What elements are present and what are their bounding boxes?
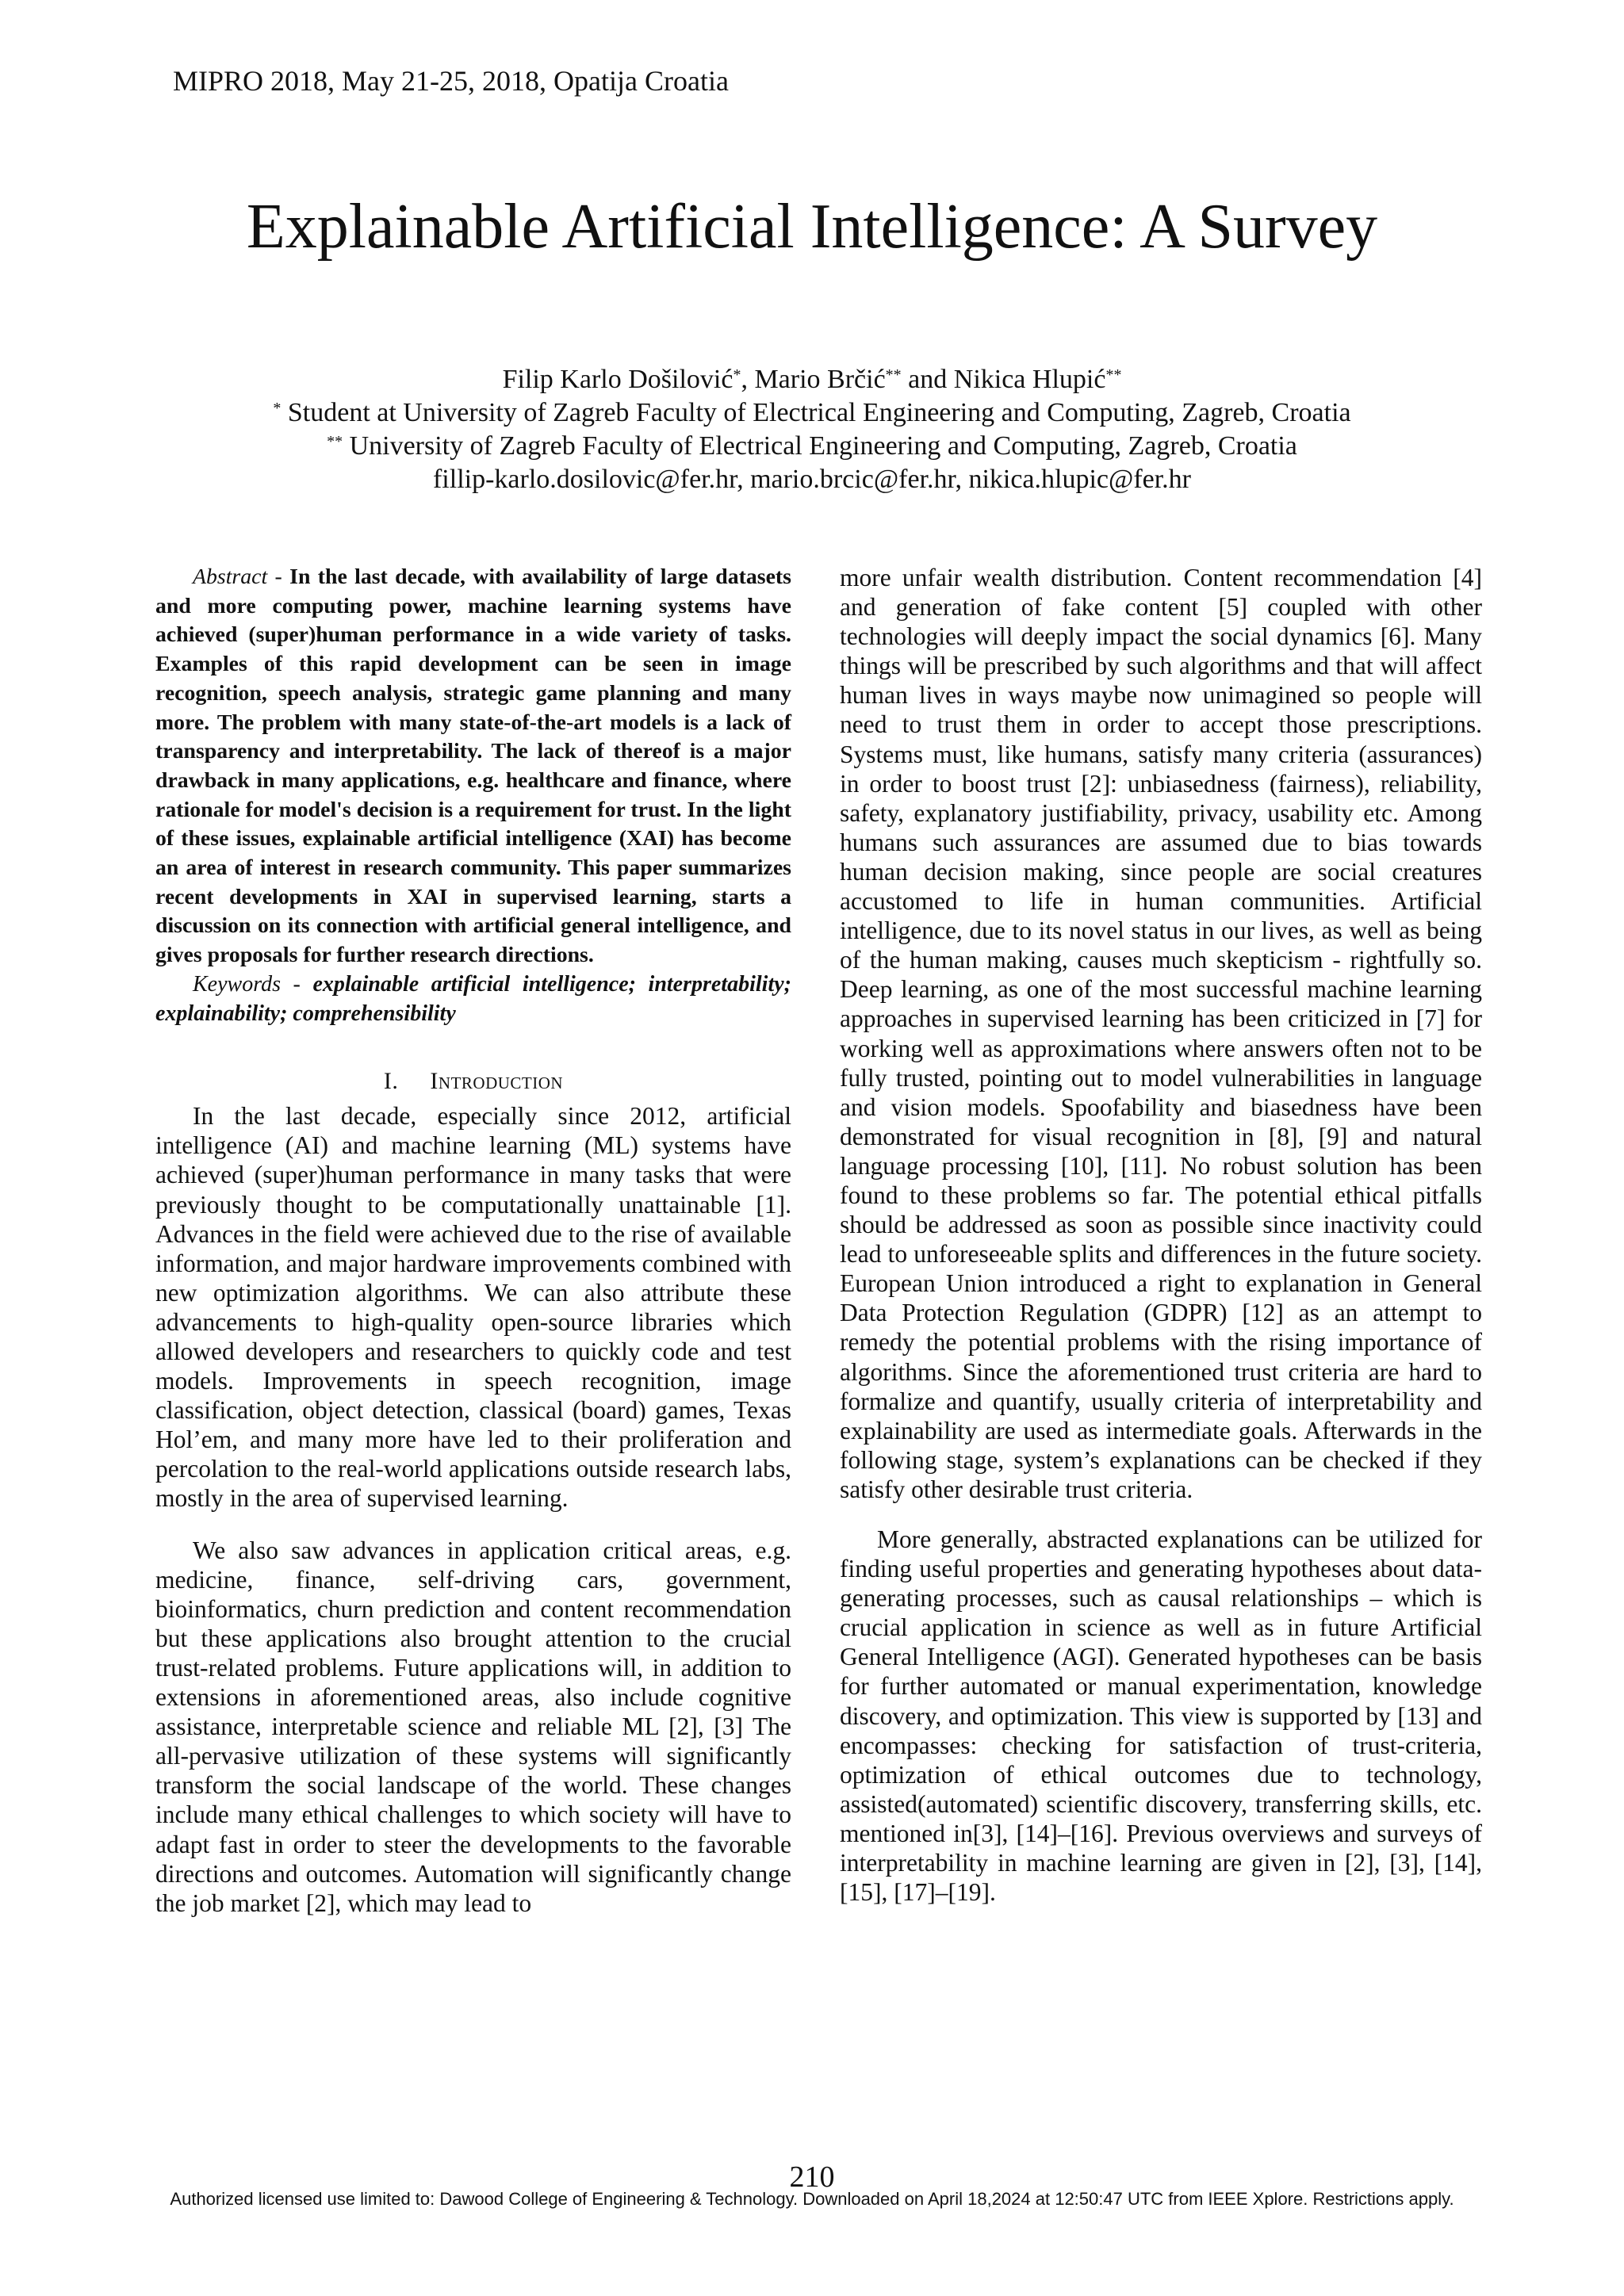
affiliation-1 [0,396,1624,430]
abstract [155,563,791,970]
body-paragraph: In the last decade, especially since 2012, artificial intelligence (AI) and machine learning (ML) systems have achieved (super)human performance in many tasks that were previously thought to be computationally unattainable [1]. Advances in the field were achieved due to the rise of available information, and major hardware improvements combined with new optimization algorithms. We can also attribute these advancements to high-quality open-source libraries which allowed developers and researchers to quickly code and test models. Improvements in speech recognition, image classification, object detection, classical (board) games, Texas Hol’em, and many more have led to their proliferation and percolation to the real-world applications outside research labs, mostly in the area of supervised learning. [155,1102,791,1513]
author-3: Nikica Hlupić [953,365,1106,394]
affiliation-1-text: Student at University of Zagreb Faculty of Electrical Engineering and Computing, Zagreb, Croatia [281,398,1351,427]
affiliation-2 [0,430,1624,463]
affiliation-2-text: University of Zagreb Faculty of Electrical Engineering and Computing, Zagreb, Croatia [343,431,1297,461]
author-names [0,363,1624,396]
author-block [0,363,1624,496]
abstract-lead: Abstract - [193,564,290,589]
author-2-mark: ** [885,366,902,384]
keywords [155,970,791,1028]
author-separator: and [901,365,954,394]
author-emails: fillip-karlo.dosilovic@fer.hr, mario.brcic@fer.hr, nikica.hlupic@fer.hr [432,465,1192,494]
body-paragraph: more unfair wealth distribution. Content recommendation [4] and generation of fake content [5] coupled with other technologies will deeply impact the social dynamics [6]. Many things will be prescribed by such algorithms and that will affect human lives in ways maybe now unimagined so people will need to trust them in order to accept those prescriptions. Systems must, like humans, satisfy many criteria (assurances) in order to boost trust [2]: unbiasedness (fairness), reliability, safety, explanatory justifiability, privacy, usability etc. Among humans such assurances are assumed due to bias towards human decision making, since people are social creatures accustomed to life in human communities. Artificial intelligence, due to its novel status in our lives, as well as being of the human making, causes much skepticism - rightfully so. Deep learning, as one of the most successful machine learning approaches in supervised learning has been criticized in [7] for working well as approximations where answers often not to be fully trusted, pointing out to model vulnerabilities in language and vision models. Spoofability and biasedness have been demonstrated for visual recognition in [8], [9] and natural language processing [10], [11]. No robust solution has been found to these problems so far. The potential ethical pitfalls should be addressed as soon as possible since inactivity could lead to unforeseeable splits and differences in the future society. European Union introduced a right to explanation in General Data Protection Regulation (GDPR) [12] as an attempt to remedy the potential problems with the rising importance of algorithms. Since the aforementioned trust criteria are hard to formalize and quantify, usually criteria of interpretability and explainability are used as intermediate goals. Afterwards in the following stage, system’s explanations can be checked if they satisfy other desirable trust criteria. [840,564,1482,1503]
abstract-text: In the last decade, with availability of large datasets and more computing power, machine learning systems have achieved (super)human performance in a wide variety of tasks. Examples of this rapid development can be seen in image recognition, speech analysis, strategic game planning and many more. The problem with many state-of-the-art models is a lack of transparency and interpretability. The lack of thereof is a major drawback in many applications, e.g. healthcare and finance, where rationale for model's decision is a requirement for trust. In the light of these issues, explainable artificial intelligence (XAI) has become an area of interest in research community. This paper summarizes recent developments in XAI in supervised learning, starts a discussion on its connection with artificial general intelligence, and gives proposals for further research directions. [155,564,792,968]
section-title: Introduction [430,1068,564,1095]
author-1-mark: * [733,366,741,384]
license-footer: Authorized licensed use limited to: Dawood College of Engineering & Technology. Downloaded on April 18,2024 at 12:50:47 UTC from IEEE Xplore. Restrictions apply. [170,2189,1454,2209]
affiliation-1-mark: * [273,400,282,417]
page-number: 210 [789,2160,835,2194]
section-number: I. [383,1068,399,1095]
paper-title: Explainable Artificial Intelligence: A Survey [246,192,1378,262]
keywords-text: explainable artificial intelligence; interpretability; explainability; comprehensibility [155,971,791,1026]
section-heading-introduction [155,1066,791,1096]
right-column [840,563,1482,1907]
affiliation-2-mark: ** [327,433,343,450]
conference-header: MIPRO 2018, May 21-25, 2018, Opatija Croatia [173,65,729,97]
left-column [155,563,791,1918]
body-paragraph: We also saw advances in application critical areas, e.g. medicine, finance, self-driving cars, government, bioinformatics, churn prediction and content recommendation but these applications also brought attention to the crucial trust-related problems. Future applications will, in addition to extensions in aforementioned areas, also include cognitive assistance, interpretable science and reliable ML [2], [3] The all-pervasive utilization of these systems will significantly transform the social landscape of the world. These changes include many ethical challenges to which society will have to adapt fast in order to steer the developments to the favorable directions and outcomes. Automation will significantly change the job market [2], which may lead to [155,1536,791,1917]
body-paragraph: More generally, abstracted explanations can be utilized for finding useful properties and generating hypotheses about data-generating processes, such as causal relationships – which is crucial application in science as well as in future Artificial General Intelligence (AGI). Generated hypotheses can be basis for further automated or manual experimentation, knowledge discovery, and optimization. This view is supported by [13] and encompasses: checking for satisfaction of trust-criteria, optimization of ethical outcomes due to technology, assisted(automated) scientific discovery, transferring skills, etc. mentioned in[3], [14]–[16]. Previous overviews and surveys of interpretability in machine learning are given in [2], [3], [14], [15], [17]–[19]. [840,1525,1482,1907]
author-separator: , [741,365,755,394]
author-3-mark: ** [1105,366,1122,384]
author-1: Filip Karlo Došilović [502,365,733,394]
author-2: Mario Brčić [754,365,886,394]
keywords-lead: Keywords - [193,971,313,997]
